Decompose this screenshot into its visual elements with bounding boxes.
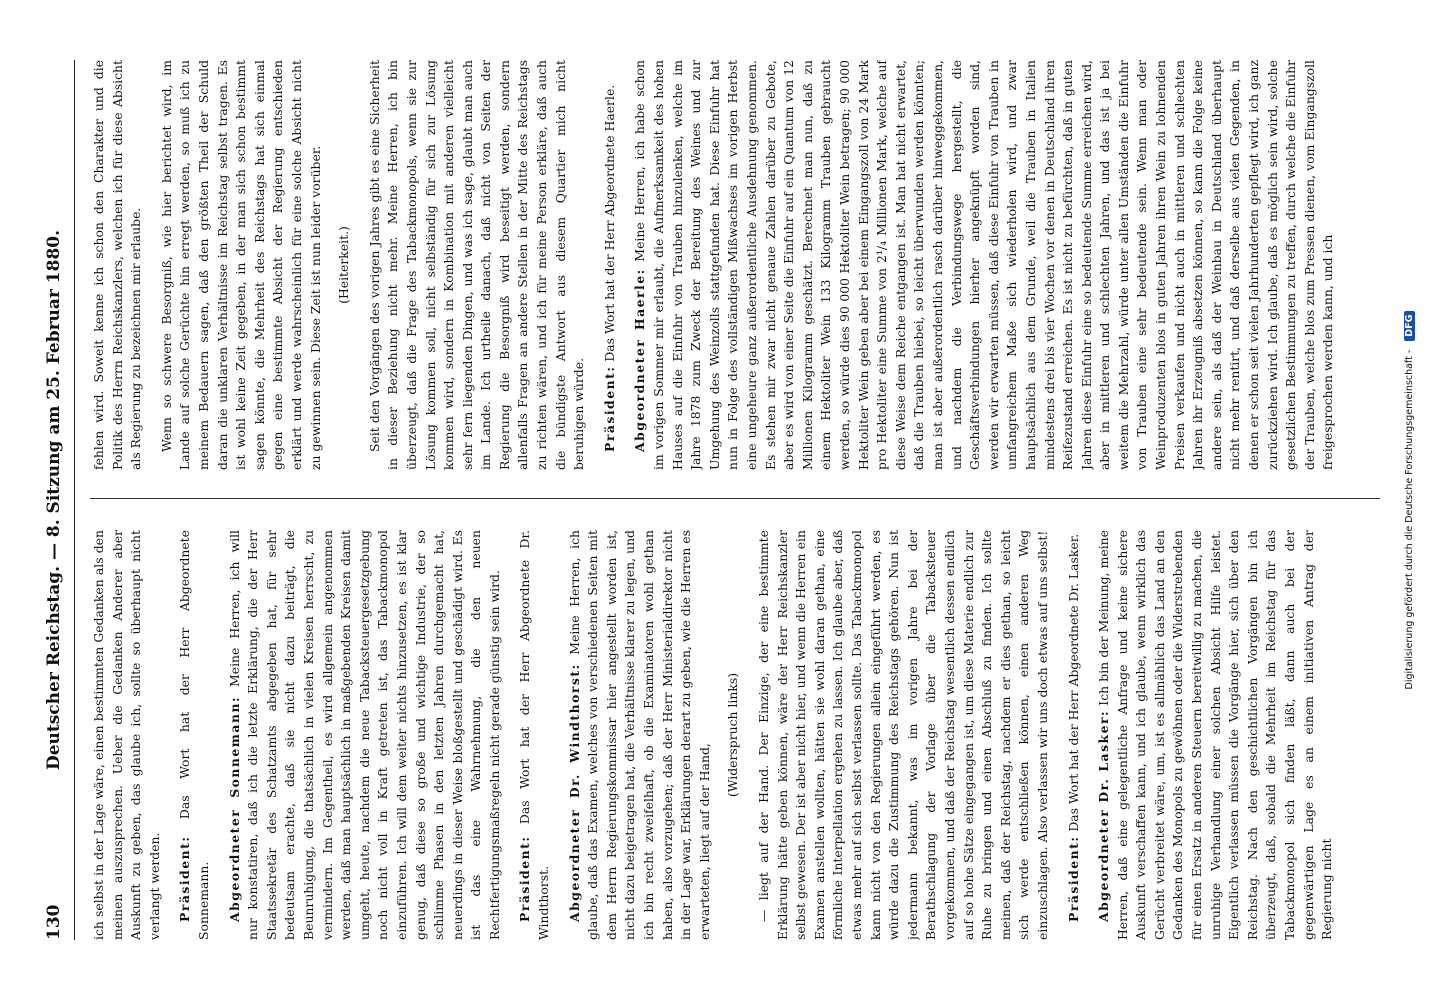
paragraph-text: Das Wort hat der Herr Abgeordnete Dr. Lasker.	[1065, 533, 1081, 836]
paragraph-text: Das Wort hat der Herr Abgeordnete Haerle.	[601, 84, 617, 366]
speaker-name: Präsident:	[517, 835, 533, 922]
speech-paragraph	[631, 60, 1338, 470]
speech-paragraph	[1065, 530, 1084, 940]
text-column-right	[90, 60, 1380, 470]
header-rule	[74, 60, 75, 940]
speech-paragraph	[1095, 530, 1337, 940]
paragraph-text: — liegt auf der Hand. Der Einzige, der eine bestimmte Erklärung hätte geben können, wäre der Herr Reichskanzler selbst gewesen. Der ist aber nicht hier, und wenn die Herren ein Examen anstellen wollten, hätten sie wohl daran gethan, eine förmliche Interpellation ergehen zu lassen. Ich glaube aber, daß etwas mehr auf sich selbst verlassen sollte. Das Tabackmonopol kann nicht von den Regierungen allein eingeführt werden, es würde dazu die Zustimmung des Reichstags gehören. Nun ist jedermann bekannt, was im vorigen Jahre bei der Berathschlagung der Vorlage über die Tabacksteuer vorgekommen, und daß der Reichstag wesentlich dessen endlich auf so hohe Sätze eingegangen ist, um diese Materie endlich zur Ruhe zu bringen und einen Abschluß zu finden. Ich sollte meinen, daß der Reichstag, nachdem er dies gethan, so leicht sich werde entschließen können, einen anderen Weg einzuschlagen. Also verlassen wir uns doch etwas auf uns selbst!	[756, 530, 1050, 940]
dfg-logo: DFG	[1404, 311, 1415, 341]
paragraph-text: Wenn so schwere Besorgniß, wie hier berichtet wird, im Lande auf solche Gerüchte hin erregt werden, so muß ich zu meinem Bedauern sagen, daß den größten Theil der Schuld daran die unklaren Verhältnisse im Reichstag selbst tragen. Es ist wohl keine Zeit gegeben, in der man sich schon bestimmt sagen könnte, die Mehrheit des Reichstags hat sich einmal gegen eine bestimmte Absicht der Regierung entschieden erklärt und werde wahrscheinlich für eine solche Absicht nicht zu gewinnen sein. Diese Zeit ist nun leider vorüber.	[158, 60, 323, 470]
speaker-name: Abgeordneter Sonnemann:	[226, 695, 242, 922]
speaker-name: Abgeordneter Haerle:	[632, 268, 648, 452]
speaker-name: Abgeordneter Dr. Windthorst:	[566, 663, 582, 922]
paragraph-text: ich selbst in der Lage wäre, einen bestimmten Gedanken als den meinen auszusprechen. Ueber die Gedanken Anderer aber Auskunft zu geben, das glaube ich, sollte so überhaupt nicht verlangt werden.	[91, 530, 162, 940]
speech-paragraph	[601, 60, 620, 470]
page-number: 130	[44, 904, 64, 940]
text-paragraph	[90, 530, 164, 940]
paragraph-text: Das Wort hat der Herr Abgeordnete Dr. Windthorst.	[517, 530, 552, 940]
paragraph-text: Meine Herren, ich habe schon im vorigen Sommer mir erlaubt, die Aufmerksamkeit des hohen Hauses auf die Einfuhr von Trauben hinzulenken, welche im Jahre 1878 zum Zweck der Bereitung des Weines und zur Umgehung des Weinzolls stattgefunden hat. Diese Einfuhr hat nun in Folge des vollständigen Mißwachses im vorigen Herbst eine ungeheure ganz außerordentliche Ausdehnung genommen. Es stehen mir zwar nicht genaue Zahlen darüber zu Gebote, aber es wird von einer Seite die Einfuhr auf ein Quantum von 12 Millionen Kilogramm geschätzt. Berechnet man nun, daß zu einem Hektoliter Wein 133 Kilogramm Trauben gebraucht werden, so würde dies 90 000 Hektoliter Wein betragen; 90 000 Hektoliter Wein geben aber bei einem Eingangszoll von 24 Mark pro Hektoliter eine Summe von 2¹/₄ Millionen Mark, welche auf diese Weise dem Reiche entgangen ist. Man hat nicht erwartet, daß die Trauben hiebei, so leicht überwunden werden könnten; man ist aber außerordentlich rasch darüber hinweggekommen, und nachdem die Verbindungswege hergestellt, die Geschäftsverbindungen hierher angeknüpft worden sind, werden wir erwarten müssen, daß diese Einfuhr von Trauben in umfangreichem Maße sich wiederholen wird, und zwar hauptsächlich aus dem Grunde, weil die Trauben in Italien mindestens drei bis vier Wochen vor denen in Deutschland ihren Reifezustand erreichen. Es ist nicht zu befürchten, daß in guten Jahren diese Einfuhr eine so bedeutende Summe erreichen wird, aber in mittleren und schlechten Jahren, und das ist ja bei weitem die Mehrzahl, würde unter allen Umständen die Einfuhr von Trauben eine sehr bedeutende sein. Wenn man oder Weinproduzenten blos in guten Jahren ihren Wein zu lohnenden Preisen verkaufen und nicht auch in mittleren und schlechten Jahren ihr Erzeugniß absetzen können, so kann die Folge keine andere sein, als daß der Weinbau in Deutschland überhaupt nicht mehr rentirt, und daß derselbe aus vielen Gegenden, in denen er schon seit vielen Jahrhunderten gepflegt wird, ich ganz zurückziehen wird. Ich glaube, daß es möglich sein wird, solche gesetzlichen Bestimmungen zu treffen, durch welche die Einfuhr der Trauben, welche blos zum Pressen dienen, vom Eingangszoll freigesprochen werden kann, und ich	[632, 60, 1336, 470]
text-paragraph	[366, 60, 589, 470]
speaker-name: Abgeordneter Dr. Lasker:	[1096, 709, 1112, 922]
paragraph-text: Meine Herren, ich glaube, daß das Examen, welches von verschiedenen Seiten mit dem Herrn Regierungskommissar hier angestellt worden ist, nicht dazu beigetragen hat, die Verhältnisse klarer zu legen, und ich bin recht zweifelhaft, ob die Examinatoren wohl gethan haben, also vorzugehen; daß der Herr Ministerialdirektor nicht in der Lage war, Erklärungen derart zu geben, wie die Herren es erwarteten, liegt auf der Hand,	[566, 530, 712, 940]
speech-paragraph	[176, 530, 213, 940]
digitization-credit	[1404, 60, 1415, 940]
credit-text: Digitalisierung gefördert durch die Deutsche Forschungsgemeinschaft -	[1404, 349, 1415, 690]
text-paragraph	[755, 530, 1053, 940]
speech-paragraph	[566, 530, 715, 940]
text-column-left	[90, 530, 1380, 940]
speaker-name: Präsident:	[1065, 835, 1081, 922]
text-paragraph	[158, 60, 325, 470]
page-title: Deutscher Reichstag. — 8. Sitzung am 25. Februar 1880.	[44, 229, 64, 771]
stage-direction-text: (Heiterkeit.)	[336, 226, 352, 304]
stage-direction	[335, 60, 354, 470]
paragraph-text: Ich bin der Meinung, meine Herren, daß eine gelegentliche Anfrage und keine sichere Auskunft verschaffen kann, und ich glaube, wenn wirklich das Gerücht verbreitet wäre, um, ist es allmählich das Land an den Gedanken des Monopols zu gewöhnen oder die Widerstrebenden für einen Ersatz in anderen Steuern bereitwillig zu machen, die unruhige Verhandlung einer solchen Absicht Hilfe leistet. Eigentlich verlassen müssen die Vorgänge hier, sich über den Reichstag. Nach den geschichtlichen Vorgängen bin ich überzeugt, daß, sobald die Mehrheit im Reichstag für das Tabackmonopol sich finden läßt, dann auch bei der gegenwärtigen Lage es an einem initiativen Antrag der Regierung nicht	[1096, 530, 1335, 940]
speech-paragraph	[516, 530, 553, 940]
speech-paragraph	[226, 530, 505, 940]
paragraph-text: fehlen wird. Soweit kenne ich schon den Charakter und die Politik des Herrn Reichskanzlers, welchen ich für diese Absicht als Regierung zu bezeichnen mir erlaube.	[91, 60, 144, 470]
paragraph-text: Seit den Vorgängen des vorigen Jahres gibt es eine Sicherheit in dieser Beziehung nicht mehr. Meine Herren, ich bin überzeugt, daß die Frage des Tabackmonopols, wenn sie zur Lösung kommen soll, nicht selbständig für sich zur Lösung kommen wird, sondern in Kombination mit anderen vielleicht sehr fern liegenden Dingen, und was ich sage, glaubt man auch im Lande. Ich urtheile danach, daß nicht von Seiten der Regierung die Besorgniß wird beseitigt werden, sondern allenfalls Fragen an andere Stellen in der Mitte des Reichstags zu richten wären, und ich für meine Person erkläre, daß auch die bündigste Antwort aus diesem Quartier mich nicht beruhigen würde.	[366, 60, 587, 470]
text-paragraph	[90, 60, 146, 470]
page-header	[44, 60, 72, 940]
speaker-name: Präsident:	[177, 835, 193, 922]
paragraph-text: Meine Herren, ich will nur konstatiren, daß ich die letzte Erklärung, die der Herr Staatssekretär des Schatzamts abgegeben hat, für sehr bedeutsam erachte, daß sie nicht dazu beiträgt, die Beunruhigung, die thatsächlich in vielen Kreisen herrscht, zu vermindern. Im Gegentheil, es wird allgemein angenommen werden, daß man hauptsächlich in maßgebenden Kreisen damit umgeht, heute, nachdem die neue Tabacksteuergesetzgebung noch nicht voll in Kraft getreten ist, das Tabackmonopol einzuführen. Ich will dem weiter nichts hinzusetzen, es ist klar genug, daß diese so große und wichtige Industrie, der so schlimme Phasen in den letzten Jahren durchgemacht hat, neuerdings in dieser Weise bloßgestellt und geschädigt wird. Es ist das eine Wahrnehmung, die den neuen Rechtfertigungsmaßregeln nicht gerade günstig sein wird.	[226, 530, 502, 940]
column-divider	[90, 498, 1380, 499]
speaker-name: Präsident:	[601, 365, 617, 452]
stage-direction	[724, 530, 743, 940]
paragraph-text: Das Wort hat der Herr Abgeordnete Sonnemann.	[177, 530, 211, 940]
stage-direction-text: (Widerspruch links)	[725, 672, 741, 798]
